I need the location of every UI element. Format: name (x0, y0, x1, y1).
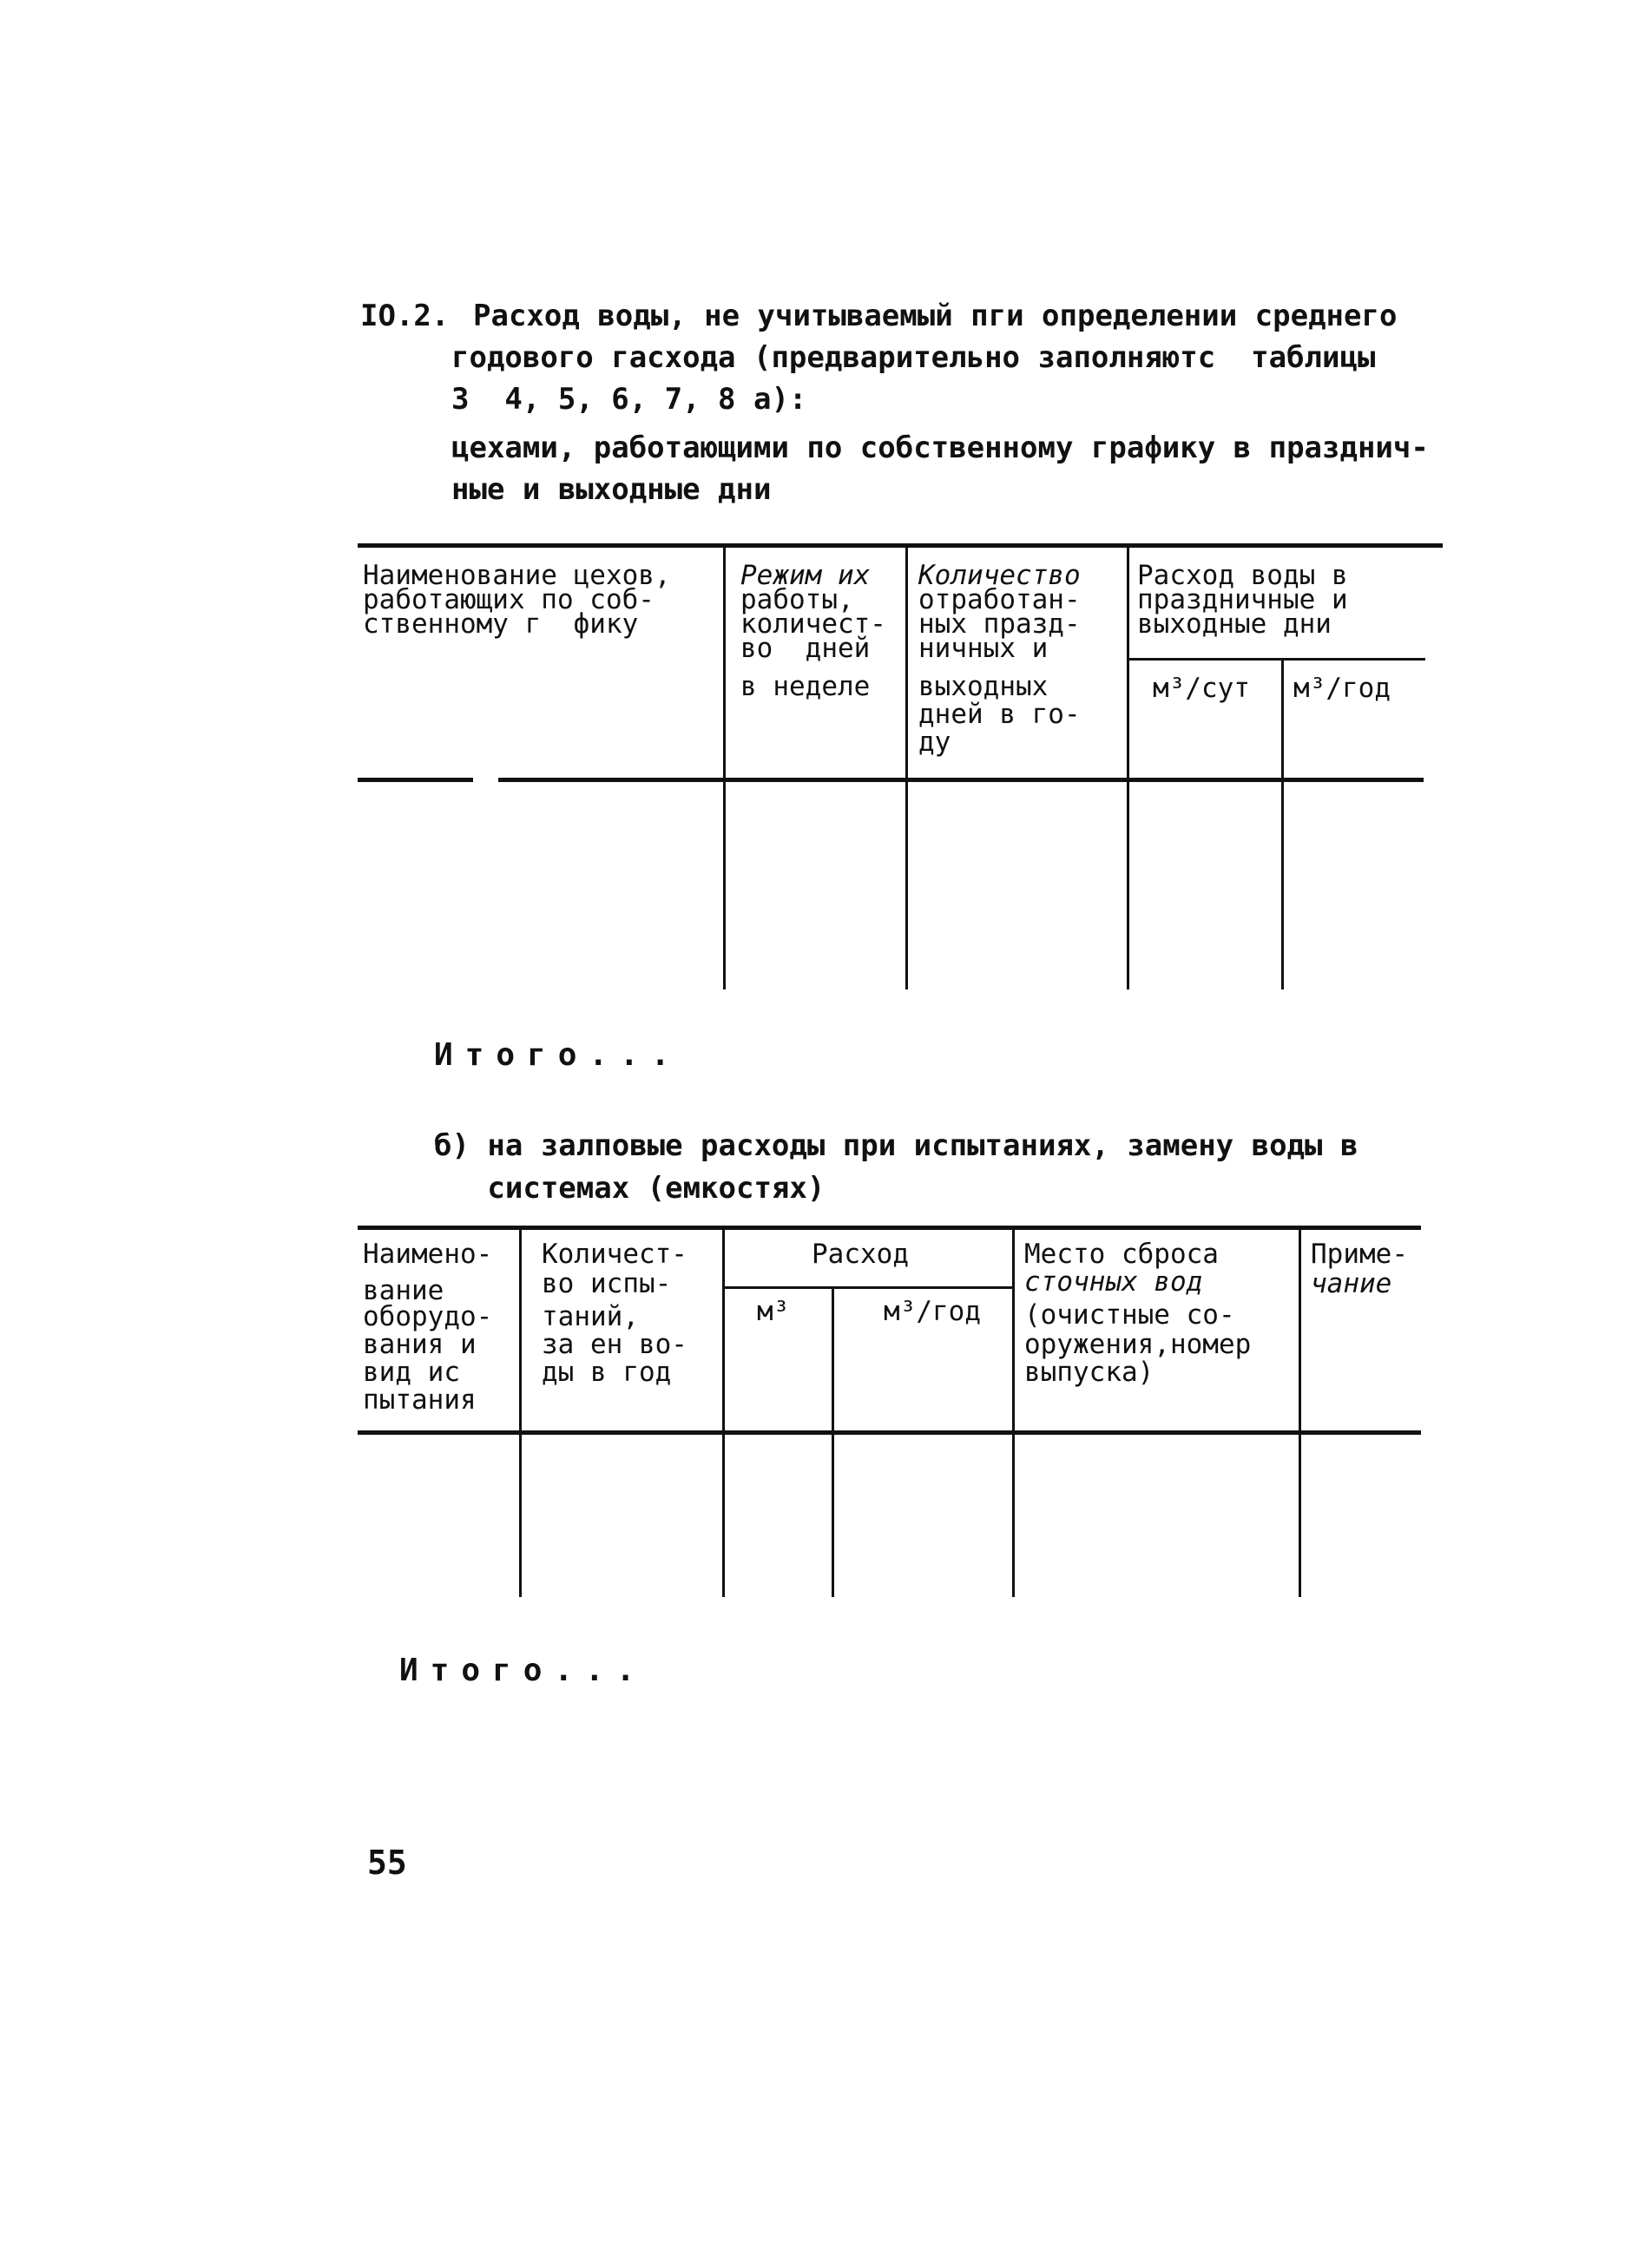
table2-h1-line-1: Наимено- (363, 1239, 493, 1270)
section-line-1: Расход воды, не учитываемый пги определении среднего (473, 299, 1398, 333)
table1-h3-line-3: ных празд- (918, 608, 1081, 640)
item-b-line-2: системах (емкостях) (434, 1171, 826, 1206)
table1-group-rule (1128, 658, 1425, 661)
table2-h2-line-4: за ен во- (542, 1329, 687, 1360)
page-number: 55 (367, 1844, 407, 1882)
table1-h3-line-5: выходных (918, 671, 1049, 702)
table2-h2-line-2: во испы- (542, 1268, 672, 1299)
table1-h2-line-4: во дней (740, 633, 871, 664)
table1-vline-4 (1281, 660, 1284, 989)
section-number: IO.2. (360, 299, 450, 333)
table1-h1-line-3: ственному г фику (363, 608, 639, 640)
table1-group-line-3: выходные дни (1137, 608, 1332, 640)
table1-h2-line-3: количест- (740, 608, 886, 640)
table2-total-label: Итого... (399, 1653, 648, 1688)
table1-total-label: Итого... (434, 1037, 682, 1073)
table1-h2-line-5: в неделе (740, 671, 871, 702)
table2-h5-line-1: Приме- (1311, 1239, 1408, 1270)
table2-h2-line-1: Количест- (542, 1239, 687, 1270)
table2-vline-5 (1299, 1229, 1301, 1597)
table2-group-label: Расход (812, 1239, 909, 1270)
table2-h1-line-2: вание (363, 1275, 444, 1306)
table1-h1-line-2: работающих по соб- (363, 584, 655, 615)
table1-vline-1 (723, 547, 726, 989)
table2-h4-line-3: (очистные со- (1024, 1299, 1235, 1331)
table1-h3-line-1: Количество (918, 560, 1081, 591)
table1-header-bottom-rule-a (358, 778, 473, 782)
table2-group-rule (724, 1286, 1014, 1289)
table1-h3-line-4: ничных и (918, 633, 1049, 664)
table1-vline-3 (1127, 547, 1129, 989)
table2-h4-line-5: выпуска) (1024, 1357, 1154, 1388)
table2-h1-line-3: оборудо- (363, 1301, 493, 1332)
table2-h1-line-6: пытания (363, 1384, 477, 1416)
table1-sub-m3-day: м³/сут (1153, 673, 1250, 704)
table2-top-rule (358, 1226, 1421, 1230)
table2-h1-line-4: вания и (363, 1329, 477, 1360)
table2-vline-1 (519, 1229, 522, 1597)
table1-sub-m3-year: м³/год (1293, 673, 1391, 704)
table1-top-rule (358, 543, 1443, 548)
table1-h2-line-2: работы, (740, 584, 854, 615)
table2-vline-4 (1012, 1229, 1015, 1597)
item-b-line-1: б) на залповые расходы при испытаниях, замену воды в (434, 1128, 1358, 1163)
table2-h5-line-2: чание (1311, 1268, 1392, 1299)
table2-h4-line-2: сточных вод (1024, 1266, 1203, 1298)
table1-h3-line-2: отработан- (918, 584, 1081, 615)
table1-h3-line-7: ду (918, 726, 951, 758)
table1-h2-line-1: Режим их (740, 560, 871, 591)
table1-vline-2 (905, 547, 908, 989)
table2-header-bottom-rule (358, 1430, 1421, 1435)
section-line-3: 3 4, 5, 6, 7, 8 а): (451, 382, 807, 417)
table1-group-line-1: Расход воды в (1137, 560, 1348, 591)
section-line-2: годового гасхода (предварительно заполняютс таблицы (451, 340, 1376, 375)
table2-sub-m3: м³ (757, 1296, 790, 1327)
table2-h4-line-4: оружения,номер (1024, 1329, 1252, 1360)
table2-h1-line-5: вид ис (363, 1357, 460, 1388)
table1-group-line-2: праздничные и (1137, 584, 1348, 615)
table2-h2-line-5: ды в год (542, 1357, 672, 1388)
section-line-4: цехами, работающими по собственному графику в празднич- (451, 431, 1429, 465)
table2-vline-2 (722, 1229, 725, 1597)
table1-header-bottom-rule-b (498, 778, 1424, 782)
table2-h4-line-1: Место сброса (1024, 1239, 1219, 1270)
section-line-5: ные и выходные дни (451, 472, 772, 507)
table2-sub-m3-year: м³/год (884, 1296, 981, 1327)
table2-h2-line-3: таний, (542, 1301, 639, 1332)
table1-h3-line-6: дней в го- (918, 699, 1081, 730)
table2-vline-3 (832, 1288, 834, 1597)
table1-h1-line-1: Наименование цехов, (363, 560, 671, 591)
